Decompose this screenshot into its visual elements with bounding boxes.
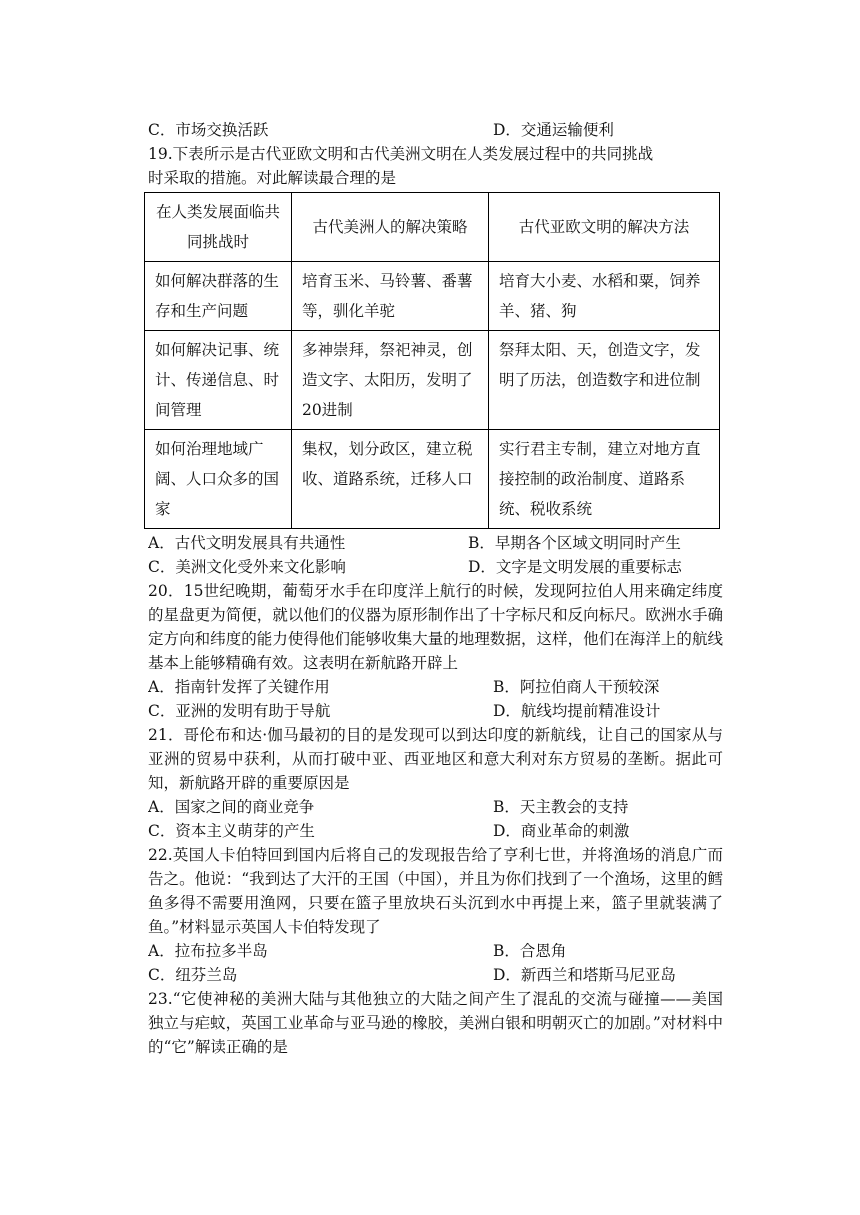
table-cell: 集权，划分政区，建立税收、道路系统，迁移人口 — [292, 430, 489, 529]
q20-option-a[interactable]: A．指南针发挥了关键作用 — [148, 678, 330, 696]
q22-stem: 22.英国人卡伯特回到国内后将自己的发现报告给了亨利七世，并将渔场的消息广而告之。他说：“我到达了大汗的王国（中国），并且为你们找到了一个渔场，这里的鳕鱼多得不需要用渔网，只要在篮子里放块石头沉到水中再提上来，篮子里就装满了鱼。”材料显示英国人卡伯特发现了 — [148, 846, 723, 936]
q22-options-row-1 — [148, 939, 723, 963]
q18-option-d[interactable]: D．交通运输便利 — [493, 121, 614, 139]
table-cell: 实行君主专制，建立对地方直接控制的政治制度、道路系统、税收系统 — [489, 430, 720, 529]
q19-option-a[interactable]: A．古代文明发展具有共通性 — [148, 534, 346, 552]
table-cell: 如何治理地域广阔、人口众多的国家 — [145, 430, 292, 529]
table-cell: 多神崇拜，祭祀神灵，创造文字、太阳历，发明了20进制 — [292, 331, 489, 430]
q21-options-row-1 — [148, 795, 723, 819]
exam-page — [148, 118, 723, 1059]
table-cell: 如何解决记事、统计、传递信息、时间管理 — [145, 331, 292, 430]
q22-option-d[interactable]: D．新西兰和塔斯马尼亚岛 — [493, 966, 676, 984]
q19-option-c[interactable]: C．美洲文化受外来文化影响 — [148, 558, 346, 576]
q21-option-d[interactable]: D．商业革命的刺激 — [493, 822, 630, 840]
q19-option-d[interactable]: D．文字是文明发展的重要标志 — [468, 558, 682, 576]
q20-stem: 20．15世纪晚期，葡萄牙水手在印度洋上航行的时候，发现阿拉伯人用来确定纬度的星盘更为简便，就以他们的仪器为原形制作出了十字标尺和反向标尺。欧洲水手确定方向和纬度的能力使得他们能够收集大量的地理数据，这样，他们在海洋上的航线基本上能够精确有效。这表明在新航路开辟上 — [148, 582, 723, 672]
q19-option-b[interactable]: B．早期各个区域文明同时产生 — [468, 534, 681, 552]
q19-stem-line1: 19.下表所示是古代亚欧文明和古代美洲文明在人类发展过程中的共同挑战 — [148, 145, 654, 163]
table-cell: 祭拜太阳、天，创造文字，发明了历法，创造数字和进位制 — [489, 331, 720, 430]
q21-options-row-2 — [148, 819, 723, 843]
q20-option-c[interactable]: C．亚洲的发明有助于导航 — [148, 702, 331, 720]
q20-options-row-1 — [148, 675, 723, 699]
table-row — [145, 262, 720, 331]
table-row — [145, 331, 720, 430]
q19-options-row-2 — [148, 555, 723, 579]
q21-stem: 21．哥伦布和达·伽马最初的目的是发现可以到达印度的新航线，让自己的国家从与亚洲的贸易中获利，从而打破中亚、西亚地区和意大利对东方贸易的垄断。据此可知，新航路开辟的重要原因是 — [148, 726, 723, 792]
q21-option-b[interactable]: B．天主教会的支持 — [493, 798, 629, 816]
q22-option-a[interactable]: A．拉布拉多半岛 — [148, 942, 268, 960]
q21-option-a[interactable]: A．国家之间的商业竞争 — [148, 798, 315, 816]
q22-option-c[interactable]: C．纽芬兰岛 — [148, 966, 238, 984]
q19-stem-line2: 时采取的措施。对此解读最合理的是 — [148, 169, 397, 187]
q20-options-row-2 — [148, 699, 723, 723]
q20-option-d[interactable]: D．航线均提前精准设计 — [493, 702, 661, 720]
table-row — [145, 430, 720, 529]
q22-options-row-2 — [148, 963, 723, 987]
q18-option-c[interactable]: C．市场交换活跃 — [148, 121, 269, 139]
q23-stem: 23.“它使神秘的美洲大陆与其他独立的大陆之间产生了混乱的交流与碰撞——美国独立与疟蚊，英国工业革命与亚马逊的橡胶，美洲白银和明朝灭亡的加剧。”对材料中的“它”解读正确的是 — [148, 990, 723, 1056]
table-header-row — [145, 193, 720, 262]
q22-option-b[interactable]: B．合恩角 — [493, 942, 567, 960]
table-cell: 如何解决群落的生存和生产问题 — [145, 262, 292, 331]
q19-comparison-table — [144, 192, 720, 529]
table-cell: 培育玉米、马铃薯、番薯等，驯化羊驼 — [292, 262, 489, 331]
table-header-eurasia: 古代亚欧文明的解决方法 — [489, 193, 720, 262]
table-header-challenge: 在人类发展面临共同挑战时 — [145, 193, 292, 262]
q18-options-row — [148, 118, 723, 142]
q21-option-c[interactable]: C．资本主义萌芽的产生 — [148, 822, 315, 840]
q20-option-b[interactable]: B．阿拉伯商人干预较深 — [493, 678, 660, 696]
q19-options-row-1 — [148, 531, 723, 555]
table-cell: 培育大小麦、水稻和粟，饲养羊、猪、狗 — [489, 262, 720, 331]
table-header-americas: 古代美洲人的解决策略 — [292, 193, 489, 262]
